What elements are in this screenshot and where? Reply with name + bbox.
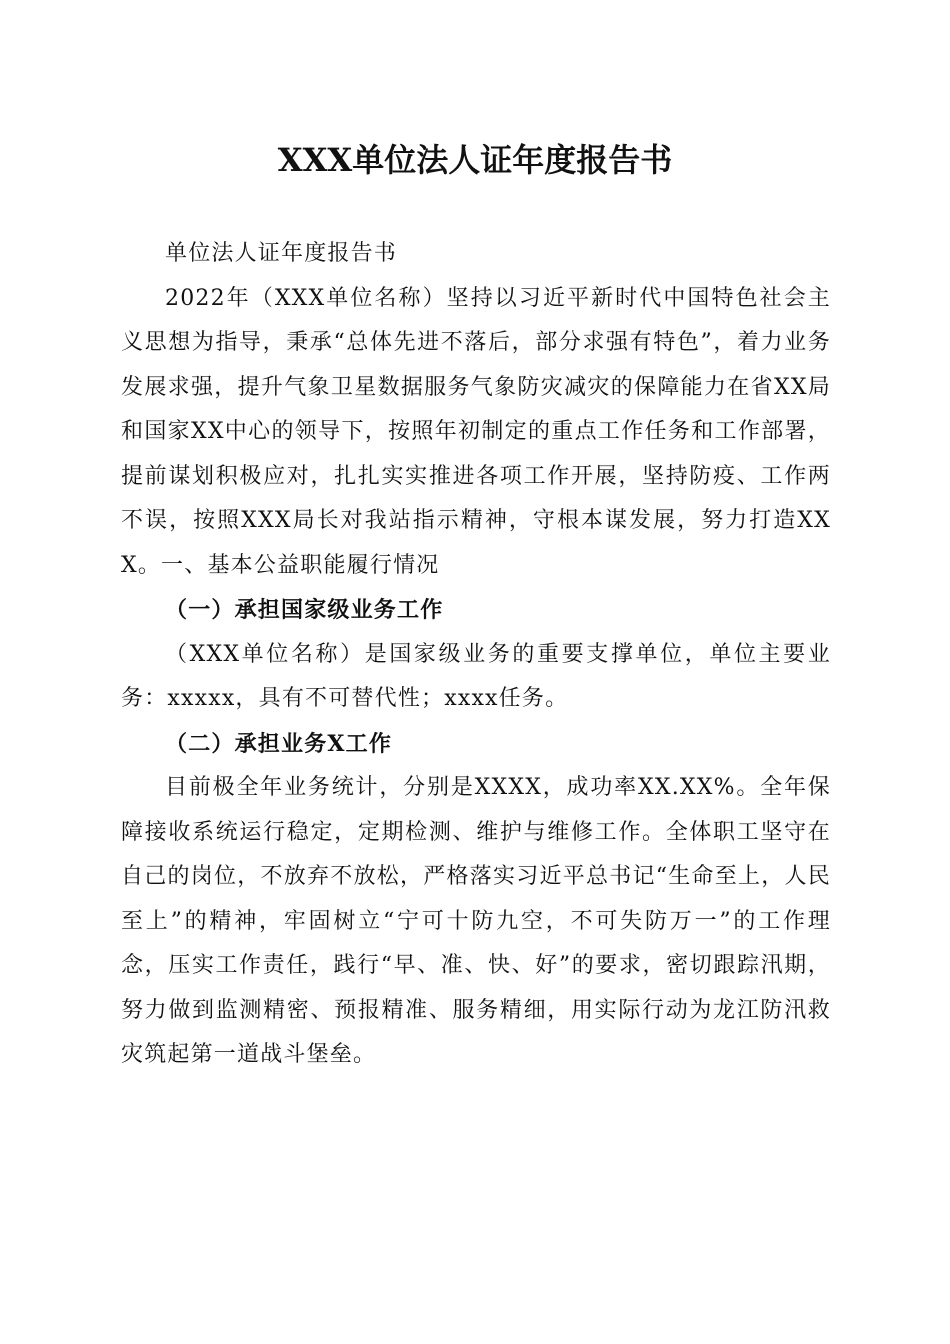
document-body — [121, 232, 831, 1078]
section-heading-2: （二）承担业务X工作 — [165, 730, 393, 757]
section-heading-1: （一）承担国家级业务工作 — [165, 597, 444, 623]
paragraph-intro: 2022年（XXX单位名称）坚持以习近平新时代中国特色社会主义思想为指导，秉承“总体先进不落后，部分求强有特色”，着力业务发展求强，提升气象卫星数据服务气象防灾减灾的保障能力在省XX局和国家XX中心的领导下，按照年初制定的重点工作任务和工作部署，提前谋划积极应对，扎扎实实推进各项工作开展，坚持防疫、工作两不误，按照XXX局长对我站指示精神，守根本谋发展，努力打造XXX。一、基本公益职能履行情况 — [121, 285, 831, 578]
paragraph-section-1: （XXX单位名称）是国家级业务的重要支撑单位，单位主要业务：xxxxx，具有不可替代性；xxxx任务。 — [121, 641, 831, 711]
paragraph-subtitle: 单位法人证年度报告书 — [165, 241, 398, 266]
document-title: XXX单位法人证年度报告书 — [277, 141, 673, 179]
paragraph-section-2: 目前极全年业务统计，分别是XXXX，成功率XX.XX%。全年保障接收系统运行稳定，定期检测、维护与维修工作。全体职工坚守在自己的岗位，不放弃不放松，严格落实习近平总书记“生命至上，人民至上”的精神，牢固树立“宁可十防九空，不可失防万一”的工作理念，压实工作责任，践行“早、准、快、好”的要求，密切跟踪汛期，努力做到监测精密、预报精准、服务精细，用实际行动为龙江防汛救灾筑起第一道战斗堡垒。 — [121, 775, 831, 1067]
